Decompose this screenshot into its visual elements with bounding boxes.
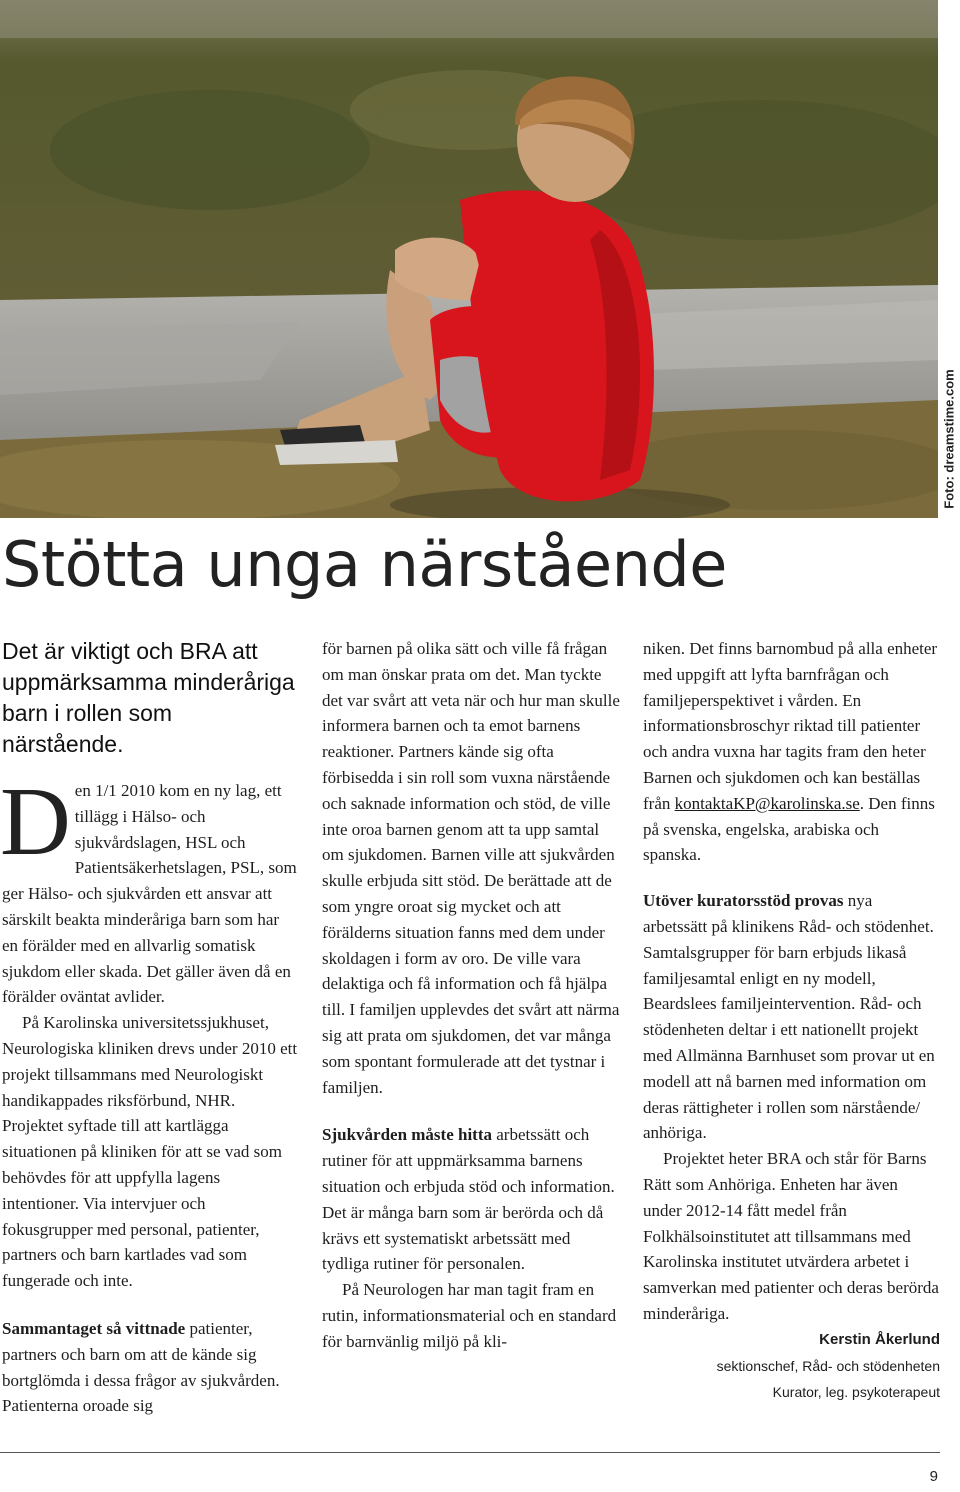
- body-paragraph-3: [2, 1316, 298, 1419]
- hero-photo: [0, 0, 938, 518]
- body-paragraph-9: Projektet heter BRA och står för Barns Rätt som Anhöriga. Enheten har även under 2012-14 fått medel från Folkhälsoinstitutet att tillsammans med Karolinska institutet utvärdera arbetet i samverkan med patienter och deras berörda minderåriga.: [643, 1149, 939, 1323]
- photo-credit: [938, 0, 960, 518]
- lead-paragraph: Det är viktigt och BRA att uppmärksamma minderåriga barn i rollen som närstående.: [2, 638, 295, 757]
- body-paragraph-7: [643, 636, 940, 868]
- body-paragraph-1-text: en 1/1 2010 kom en ny lag, ett tillägg i Hälso- och sjukvårdslagen, HSL och Patientsäkerhetslagen, PSL, som ger Hälso- och sjukvården ett ansvar att särskilt beakta minderåriga barn som har en förälder med en allvarlig somatisk sjukdom eller skada. Det gäller även då en förälder oväntat avlider.: [2, 781, 297, 1007]
- author-title: Kurator, leg. psykoterapeut: [772, 1383, 940, 1400]
- author-name: Kerstin Åkerlund: [819, 1330, 940, 1348]
- run-in-heading: Sjukvården måste hitta: [322, 1125, 493, 1145]
- article-column-3: [643, 636, 940, 1405]
- body-paragraph-2: På Karolinska universitetssjukhuset, Neurologiska kliniken drevs under 2010 ett projekt tillsammans med Neurologiskt handikappades riksförbund, NHR. Projektet syftade till att kartlägga situationen på kliniken för att se vad som behövdes för att uppfylla lagens intentioner. Via intervjuer och fokusgrupper med personal, patienter, partners och barn kartlades vad som fungerade och inte.: [2, 1013, 298, 1291]
- run-in-heading: Sammantaget så vittnade: [2, 1318, 186, 1338]
- body-paragraph-5: [322, 1122, 620, 1277]
- author-role: sektionschef, Råd- och stödenheten: [716, 1357, 940, 1374]
- body-paragraph-1: [0, 768, 298, 1010]
- body-paragraph-3-text: patienter, partners och barn om att de kände sig bortglömda i dessa frågor av sjukvården. Patienterna oroade sig: [2, 1318, 280, 1416]
- body-paragraph-8: [643, 888, 940, 1146]
- photo-credit-text: Foto: dreamstime.com: [941, 369, 957, 509]
- body-paragraph-6: På Neurologen har man tagit fram en rutin, informationsmaterial och en standard för barnvänlig miljö på kli-: [322, 1280, 617, 1351]
- body-paragraph-4: för barnen på olika sätt och ville få frågan om man önskar prata om det. Man tyckte det var svårt att veta när och hur man skulle informera barnen och ta emot barnens reaktioner. Partners kände sig ofta förbisedda i sin roll som vuxna närstående och saknade information och stöd, de ville inte oroa barnen genom att ta upp samtal om sjukdomen. Barnen ville att sjukvården skulle erbjuda sitt stöd. De berättade att de som yngre oroat sig mycket och att förälderns situation fanns med dem under skoldagen i form av oro. De ville vara delaktiga och få information och få hjälpa till. I familjen upplevdes det svårt att närma sig att prata om sjukdomen, det var många som spontant formulerade att det tystnar i familjen.: [322, 639, 620, 1097]
- body-paragraph-8-text: nya arbetssätt på klinikens Råd- och stödenhet. Samtalsgrupper för barn erbjuds likaså familjesamtal enligt en ny modell, Beardslees familjeintervention. Råd- och stödenheten deltar i ett nationellt projekt med Allmänna Barnhuset som provar ut en modell att nå barnen med information om deras rättigheter i rollen som närstående/ anhöriga.: [643, 891, 935, 1143]
- drop-cap: D: [0, 768, 71, 876]
- contact-email-link[interactable]: kontaktaKP@karolinska.se: [674, 793, 860, 813]
- article-column-2: [322, 636, 620, 1355]
- page-number: 9: [929, 1468, 938, 1485]
- body-paragraph-7-text: niken. Det finns barnombud på alla enheter med uppgift att lyfta barnfrågan och familjeperspektivet i vården. En informationsbroschyr riktad till patienter och andra vuxna har tagits fram den heter Barnen och sjukdomen och kan beställas från: [643, 639, 938, 813]
- article-column-1: [2, 636, 298, 1419]
- run-in-heading: Utöver kuratorsstöd provas: [643, 891, 844, 911]
- author-signature: [643, 1327, 940, 1405]
- article-title: Stötta unga närstående: [2, 528, 727, 601]
- footer-divider: [0, 1452, 940, 1453]
- boy-sitting-on-grass-photo: [0, 0, 938, 518]
- body-paragraph-5-text: arbetssätt och rutiner för att uppmärksamma barnens situation och erbjuda stöd och information. Det är många barn som är berörda och då krävs ett systematiskt arbetssätt med tydliga rutiner för personalen.: [322, 1125, 615, 1274]
- body-paragraph-7-end: . Den finns på svenska, engelska, arabiska och spanska.: [643, 793, 935, 865]
